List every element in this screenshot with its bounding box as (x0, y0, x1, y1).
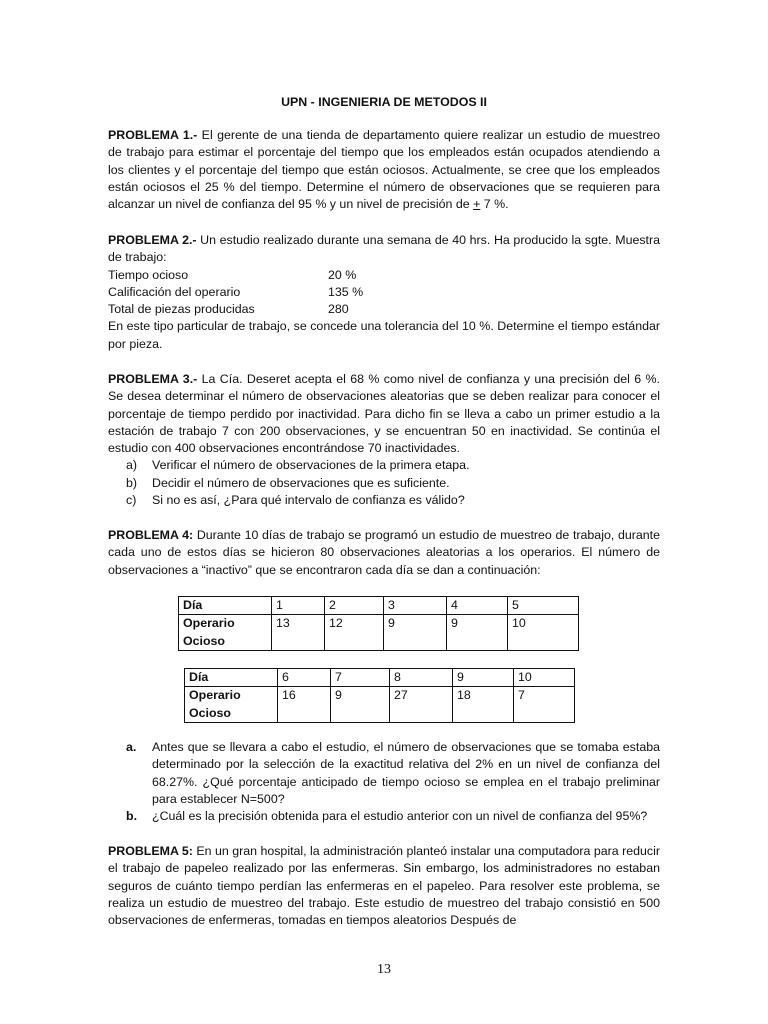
list-item-text: Decidir el número de observaciones que es suficiente. (152, 475, 450, 490)
table-cell: 10 (514, 669, 575, 687)
table-cell: 9 (331, 687, 390, 723)
problem-2 (108, 232, 660, 353)
problem-1-label: PROBLEMA 1.- (108, 128, 198, 142)
table-cell: 18 (453, 687, 514, 723)
table-row (179, 597, 579, 615)
table-cell: 16 (278, 687, 331, 723)
list-item (126, 492, 660, 509)
table-header-day: Día (185, 669, 278, 687)
list-marker: c) (126, 493, 137, 508)
table-cell: 7 (514, 687, 575, 723)
data-row-label: Total de piezas producidas (108, 302, 255, 317)
table-cell: 27 (390, 687, 453, 723)
problem-3 (108, 371, 660, 509)
table-cell: 4 (447, 597, 508, 615)
data-row (108, 301, 660, 318)
problem-1-text: El gerente de una tienda de departamento quiere realizar un estudio de muestreo de trabajo para estimar el porcentaje del tiempo que los empleados están ocupados atendiendo a los clientes y el porcentaje del tiempo que están ociosos. Actualmente, se cree que los empleados están ociosos el 25 % del tiempo. Determine el número de observaciones que se requieren para alcanzar un nivel de confianza del 95 % y un nivel de precisión de (108, 128, 661, 212)
table-cell: 12 (325, 615, 384, 651)
problem-4-questions (108, 739, 660, 825)
problem-5-label: PROBLEMA 5: (108, 844, 193, 858)
table-cell: 10 (508, 615, 579, 651)
list-item (126, 739, 660, 808)
data-row (108, 267, 660, 284)
table-cell: 3 (384, 597, 447, 615)
problem-4 (108, 527, 660, 579)
page-title: UPN - INGENIERIA DE METODOS II (281, 95, 487, 109)
table-header-idle: Operario Ocioso (179, 615, 272, 651)
idle-table-days-1-5 (178, 596, 579, 651)
problem-3-label: PROBLEMA 3.- (108, 372, 198, 386)
list-marker: a. (126, 740, 137, 754)
list-item-text: Verificar el número de observaciones de la primera etapa. (152, 458, 470, 473)
problem-1-text-end: 7 %. (480, 197, 509, 212)
list-item (126, 808, 660, 825)
problem-5 (108, 843, 660, 929)
list-marker: b) (126, 475, 138, 490)
table-cell: 2 (325, 597, 384, 615)
table-cell: 8 (390, 669, 453, 687)
data-row-value: 135 % (328, 284, 364, 299)
problem-1 (108, 127, 660, 213)
table-cell: 1 (272, 597, 325, 615)
list-item-text: ¿Cuál es la precisión obtenida para el estudio anterior con un nivel de confianza del 95%? (152, 809, 648, 824)
page-number: 13 (377, 962, 391, 977)
list-item-text: Si no es así, ¿Para qué intervalo de confianza es válido? (152, 493, 465, 508)
problem-3-text: La Cía. Deseret acepta el 68 % como nivel de confianza y una precisión del 6 %. Se desea determinar el número de observaciones aleatorias que se deben realizar para conocer el porcentaje de tiempo perdido por inactividad. Para dicho fin se lleva a cabo un primer estudio a la estación de trabajo 7 con 200 observaciones, y se encuentran 50 en inactividad. Se continúa el estudio con 400 observaciones encontrándose 70 inactividades. (108, 372, 661, 456)
list-item (126, 475, 660, 492)
data-row (108, 284, 660, 301)
problem-2-label: PROBLEMA 2.- (108, 233, 197, 247)
plus-minus-sign: + (473, 197, 481, 212)
table-row (185, 669, 575, 687)
list-marker: b. (126, 809, 138, 824)
problem-4-list (108, 739, 660, 825)
data-row-label: Tiempo ocioso (108, 267, 189, 282)
list-item (126, 457, 660, 474)
table-header-day: Día (179, 597, 272, 615)
list-marker: a) (126, 458, 138, 473)
table-row (185, 687, 575, 723)
table-cell: 5 (508, 597, 579, 615)
data-row-value: 20 % (328, 267, 357, 282)
problem-3-list (108, 457, 660, 509)
data-row-label: Calificación del operario (108, 284, 241, 299)
idle-table-days-6-10 (184, 668, 575, 723)
table-cell: 6 (278, 669, 331, 687)
table-row (179, 615, 579, 651)
table-header-idle: Operario Ocioso (185, 687, 278, 723)
problem-5-text: En un gran hospital, la administración planteó instalar una computadora para reducir el trabajo de papeleo realizado por las enfermeras. Sin embargo, los administradores no estaban seguros de cuánto tiempo perdían las enfermeras en el papeleo. Para resolver este problema, se realiza un estudio de muestreo del trabajo. Este estudio de muestreo del trabajo consistió en 500 observaciones de enfermeras, tomadas en tiempos aleatorios Después de (108, 844, 660, 928)
table-cell: 9 (447, 615, 508, 651)
table-cell: 9 (453, 669, 514, 687)
table-cell: 9 (384, 615, 447, 651)
problem-4-label: PROBLEMA 4: (108, 528, 194, 542)
data-row-value: 280 (328, 302, 349, 317)
problem-2-closing: En este tipo particular de trabajo, se concede una tolerancia del 10 %. Determine el tiempo estándar por pieza. (108, 319, 660, 351)
list-item-text: Antes que se llevara a cabo el estudio, el número de observaciones que se tomaba estaba determinado por la selección de la exactitud relativa del 2% en un nivel de confianza del 68.27%. ¿Qué porcentaje anticipado de tiempo ocioso se emplea en el trabajo preliminar para establecer N=500? (152, 740, 660, 806)
problem-4-text: Durante 10 días de trabajo se programó un estudio de muestreo de trabajo, durante cada uno de estos días se hicieron 80 observaciones aleatorias a los operarios. El número de observaciones a “inactivo” que se encontraron cada día se dan a continuación: (108, 528, 660, 577)
table-cell: 7 (331, 669, 390, 687)
table-cell: 13 (272, 615, 325, 651)
problem-2-text: Un estudio realizado durante una semana de 40 hrs. Ha producido la sgte. Muestra de trabajo: (108, 233, 661, 265)
